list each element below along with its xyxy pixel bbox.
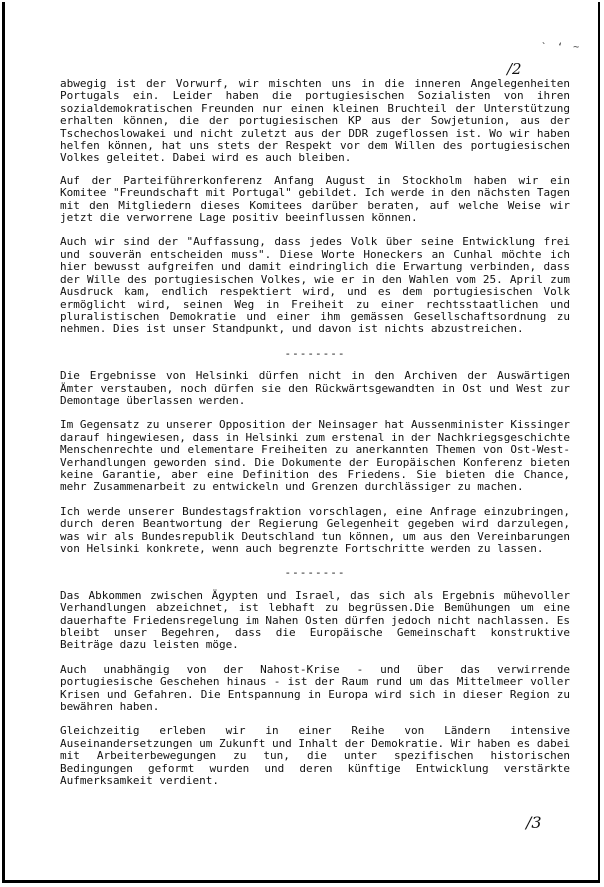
section-separator: --------: [284, 566, 346, 580]
paragraph: Auf der Parteiführerkonferenz Anfang August in Stockholm haben wir ein Komitee "Freundschaft mit Portugal" gebildet. Ich werde in den nächsten Tagen mit den Mitgliedern dieses Komitees darüber beraten, auf welche Weise wir jetzt die verworrene Lage positiv beeinflussen können.: [60, 173, 570, 225]
paragraph: Auch wir sind der "Auffassung, dass jedes Volk über seine Entwicklung frei und souverän entscheiden muss". Diese Worte Honeckers an Cunhal möchte ich hier bewusst aufgreifen und damit eindringlich die Erwartung verbinden, dass der Wille des portugiesischen Volkes, wie er in den Wahlen vom 25. April zum Ausdruck kam, endlich respektiert wird, und es dem portugiesischen Volk ermöglicht wird, seinen Weg in Freiheit zu einer rechtsstaatlichen und pluralistischen Demokratie und einer ihm gemässen Gesellschaftsordnung zu nehmen. Dies ist unser Standpunkt, und davon ist nichts abzustreichen.: [60, 235, 570, 336]
paragraph: Auch unabhängig von der Nahost-Krise - und über das verwirrende portugiesische Geschehen hinaus - ist der Raum rund um das Mittelmeer voller Krisen und Gefahren. Die Entspannung in Europa wird sich in dieser Region zu bewähren haben.: [60, 662, 570, 714]
section-separator: --------: [284, 346, 346, 360]
paragraph: Gleichzeitig erleben wir in einer Reihe von Ländern intensive Auseinandersetzungen um Zukunft und Inhalt der Demokratie. Wir haben es dabei mit Arbeiterbewegungen zu tun, die unter spezifischen historischen Bedingungen geformt wurden und deren künftige Entwicklung verstärkte Aufmerksamkeit verdient.: [60, 724, 570, 788]
handwritten-marks: ` ‘ ~: [541, 42, 582, 53]
document-page: [2, 2, 600, 883]
paragraph: Ich werde unserer Bundestagsfraktion vorschlagen, eine Anfrage einzubringen, durch deren Beantwortung der Regierung Gelegenheit gegeben wird darzulegen, was wir als Bundesrepublik Deutschland tun können, um aus den Vereinbarungen von Helsinki konkrete, wenn auch begrenzte Fortschritte werden zu lassen.: [60, 504, 570, 555]
document-body: [60, 78, 570, 800]
paragraph: abwegig ist der Vorwurf, wir mischten uns in die inneren Angelegenheiten Portugals ein. Leider haben die portugiesischen Sozialisten von ihren sozialdemokratischen Freunden nur einen kleinen Bruchteil der Unterstützung erhalten können, die der portugiesischen KP aus der Sowjetunion, aus der Tschechoslowakei und nicht zuletzt aus der DDR zugeflossen ist. Wo wir haben helfen können, hat uns stets der Respekt vor dem Willen des portugiesischen Volkes geleitet. Dabei wird es auch bleiben.: [60, 77, 570, 165]
paragraph: Im Gegensatz zu unserer Opposition der Neinsager hat Aussenminister Kissinger darauf hingewiesen, dass in Helsinki zum erstenal in der Nachkriegsgeschichte Menschenrechte und elementare Freiheiten zu anerkannten Themen von Ost-West-Verhandlungen geworden sind. Die Dokumente der Europäischen Konferenz bieten keine Garantie, aber eine Definition des Friedens. Sie bieten die Chance, mehr Zusammenarbeit zu entwickeln und Grenzen durchlässiger zu machen.: [60, 418, 570, 494]
paragraph: Die Ergebnisse von Helsinki dürfen nicht in den Archiven der Auswärtigen Ämter verstauben, noch dürfen sie den Rückwärtsgewandten in Ost und West zur Demontage überlassen werden.: [60, 369, 570, 407]
page-number-bottom: /3: [526, 813, 542, 832]
page-number-top: /2: [507, 60, 522, 78]
paragraph: Das Abkommen zwischen Ägypten und Israel, das sich als Ergebnis mühevoller Verhandlungen abzeichnet, ist lebhaft zu begrüssen.Die Bemühungen um eine dauerhafte Friedensregelung im Nahen Osten dürfen jedoch nicht nachlassen. Es bleibt unser Begehren, dass die Europäische Gemeinschaft konstruktive Beiträge dazu leisten möge.: [60, 588, 570, 652]
